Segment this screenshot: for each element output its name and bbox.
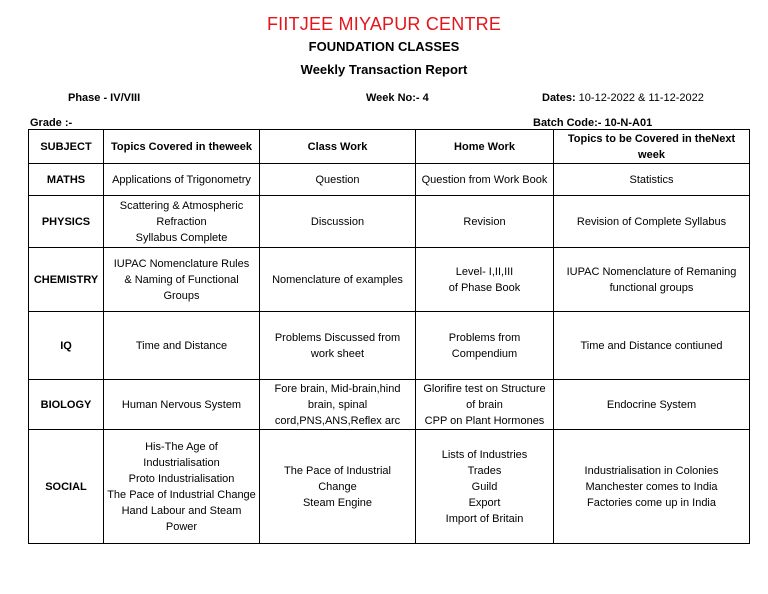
cell-topics-line: His-The Age of bbox=[145, 440, 218, 453]
cell-subject-line: MATHS bbox=[46, 173, 86, 186]
cell-classwork-line: Change bbox=[318, 480, 357, 493]
header-homework bbox=[416, 130, 554, 164]
cell-homework bbox=[416, 312, 554, 380]
cell-topics bbox=[104, 312, 260, 380]
cell-subject-line: CHEMISTRY bbox=[33, 273, 99, 286]
cell-homework bbox=[416, 380, 554, 430]
cell-next-line: Statistics bbox=[629, 173, 674, 186]
cell-topics bbox=[104, 248, 260, 312]
report-subtitle: FOUNDATION CLASSES bbox=[308, 39, 460, 54]
batch-code-label: Batch Code:- 10-N-A01 bbox=[533, 117, 653, 129]
cell-subject bbox=[29, 380, 104, 430]
cell-topics-line: IUPAC Nomenclature Rules bbox=[113, 257, 250, 270]
week-number-label: Week No:- 4 bbox=[366, 92, 429, 104]
cell-homework bbox=[416, 196, 554, 248]
cell-homework-line: Problems from bbox=[448, 331, 521, 344]
cell-subject-line: SOCIAL bbox=[45, 480, 87, 493]
cell-classwork-line: cord,PNS,ANS,Reflex arc bbox=[274, 414, 401, 427]
cell-topics bbox=[104, 430, 260, 544]
report-title-centre: FIITJEE MIYAPUR CENTRE bbox=[266, 14, 502, 34]
table-row bbox=[29, 430, 750, 544]
header-next bbox=[554, 130, 750, 164]
cell-next-line: Manchester comes to India bbox=[585, 480, 718, 493]
cell-homework-line: CPP on Plant Hormones bbox=[424, 414, 545, 427]
header-topics bbox=[104, 130, 260, 164]
cell-classwork-line: Discussion bbox=[310, 215, 365, 228]
table-header-row bbox=[29, 130, 750, 164]
table-body bbox=[29, 164, 750, 544]
cell-subject bbox=[29, 312, 104, 380]
cell-topics bbox=[104, 196, 260, 248]
cell-topics-line: Applications of Trigonometry bbox=[112, 173, 251, 186]
cell-subject-line: IQ bbox=[60, 339, 72, 352]
header-topics-line: Topics Covered in the bbox=[110, 140, 226, 153]
cell-next bbox=[554, 196, 750, 248]
cell-homework bbox=[416, 430, 554, 544]
cell-homework-line: Revision bbox=[463, 215, 506, 228]
cell-topics-line: Scattering & Atmospheric bbox=[119, 199, 244, 212]
cell-classwork-line: brain, spinal bbox=[307, 398, 368, 411]
cell-classwork bbox=[260, 164, 416, 196]
cell-classwork-line: Problems Discussed from bbox=[274, 331, 401, 344]
cell-topics-line: Time and Distance bbox=[135, 339, 228, 352]
cell-subject-line: PHYSICS bbox=[41, 215, 91, 228]
cell-homework-line: Export bbox=[468, 496, 501, 509]
cell-subject-line: BIOLOGY bbox=[40, 398, 92, 411]
header-next-line: Next week bbox=[638, 132, 736, 161]
cell-topics-line: Industrialisation bbox=[143, 456, 220, 469]
cell-subject bbox=[29, 430, 104, 544]
cell-topics-line: & Naming of Functional bbox=[124, 273, 239, 286]
cell-homework-line: Question from Work Book bbox=[421, 173, 548, 186]
table-row bbox=[29, 380, 750, 430]
cell-homework-line: of Phase Book bbox=[448, 281, 521, 294]
table-row bbox=[29, 164, 750, 196]
cell-topics-line: Syllabus Complete bbox=[135, 231, 228, 244]
grade-label: Grade :- bbox=[30, 117, 73, 129]
cell-subject bbox=[29, 196, 104, 248]
cell-classwork bbox=[260, 248, 416, 312]
cell-next-line: Endocrine System bbox=[606, 398, 697, 411]
cell-homework-line: Lists of Industries bbox=[441, 448, 528, 461]
table-row bbox=[29, 196, 750, 248]
cell-homework-line: Glorifire test on Structure bbox=[423, 382, 546, 395]
cell-topics bbox=[104, 380, 260, 430]
cell-classwork-line: Steam Engine bbox=[302, 496, 373, 509]
cell-topics-line: Hand Labour and Steam bbox=[121, 504, 242, 517]
header-classwork bbox=[260, 130, 416, 164]
cell-homework-line: of brain bbox=[466, 398, 503, 411]
cell-topics-line: Power bbox=[165, 520, 198, 533]
dates-label bbox=[542, 92, 704, 104]
cell-homework-line: Import of Britain bbox=[445, 512, 524, 525]
table-row bbox=[29, 312, 750, 380]
cell-topics-line: The Pace of Industrial Change bbox=[107, 488, 256, 501]
header-classwork-line: Class Work bbox=[307, 140, 368, 153]
cell-classwork-line: Fore brain, Mid-brain,hind bbox=[274, 382, 401, 395]
cell-subject bbox=[29, 248, 104, 312]
cell-next bbox=[554, 430, 750, 544]
header-next-line: Topics to be Covered in the bbox=[567, 132, 712, 145]
cell-next bbox=[554, 164, 750, 196]
cell-homework-line: Trades bbox=[467, 464, 502, 477]
cell-classwork-line: The Pace of Industrial bbox=[283, 464, 391, 477]
cell-next-line: Industrialisation in Colonies bbox=[584, 464, 719, 477]
cell-classwork-line: Nomenclature of examples bbox=[272, 273, 403, 286]
cell-next bbox=[554, 312, 750, 380]
transaction-table bbox=[28, 129, 750, 544]
cell-classwork-line: Question bbox=[315, 173, 360, 186]
dates-caption: Dates: bbox=[542, 92, 576, 104]
cell-next-line: Revision of Complete Syllabus bbox=[576, 215, 727, 228]
cell-next bbox=[554, 380, 750, 430]
cell-homework-line: Level- I,II,III bbox=[455, 265, 514, 278]
table-row bbox=[29, 248, 750, 312]
cell-classwork bbox=[260, 380, 416, 430]
cell-next-line: functional groups bbox=[609, 281, 694, 294]
cell-homework bbox=[416, 248, 554, 312]
cell-next-line: IUPAC Nomenclature of Remaning bbox=[566, 265, 737, 278]
cell-classwork-line: work sheet bbox=[310, 347, 365, 360]
cell-next bbox=[554, 248, 750, 312]
phase-label: Phase - IV/VIII bbox=[68, 92, 141, 104]
cell-topics-line: Groups bbox=[163, 289, 200, 302]
cell-topics-line: Human Nervous System bbox=[121, 398, 242, 411]
cell-next-line: Time and Distance contiuned bbox=[580, 339, 723, 352]
cell-topics-line: Refraction bbox=[156, 215, 207, 228]
cell-homework bbox=[416, 164, 554, 196]
cell-homework-line: Guild bbox=[471, 480, 498, 493]
header-subject bbox=[29, 130, 104, 164]
cell-classwork bbox=[260, 430, 416, 544]
cell-classwork bbox=[260, 312, 416, 380]
cell-next-line: Factories come up in India bbox=[586, 496, 716, 509]
report-heading: Weekly Transaction Report bbox=[300, 62, 468, 77]
cell-homework-line: Compendium bbox=[451, 347, 518, 360]
cell-topics-line: Proto Industrialisation bbox=[128, 472, 235, 485]
header-topics-line: week bbox=[225, 140, 252, 153]
header-homework-line: Home Work bbox=[454, 140, 515, 153]
dates-value: 10-12-2022 & 11-12-2022 bbox=[575, 92, 704, 104]
cell-classwork bbox=[260, 196, 416, 248]
cell-subject bbox=[29, 164, 104, 196]
header-subject-line: SUBJECT bbox=[40, 140, 92, 153]
cell-topics bbox=[104, 164, 260, 196]
